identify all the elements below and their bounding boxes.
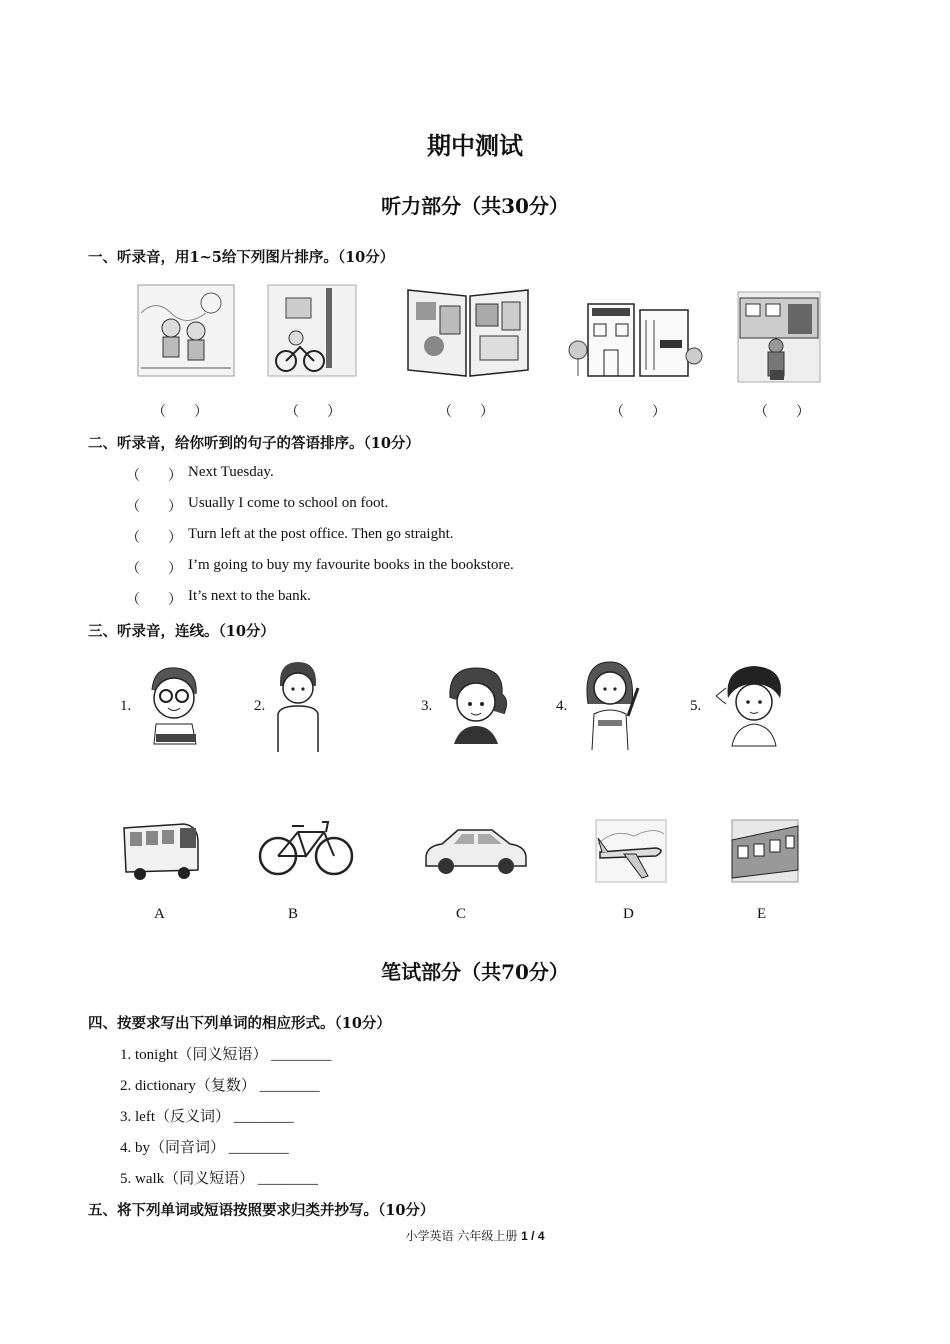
sentence-blank-4[interactable]: （ ）	[126, 561, 182, 577]
bookstore-cinema-picture	[566, 300, 706, 380]
boy-picture	[270, 660, 326, 756]
boy-with-glasses-picture	[138, 660, 208, 748]
car-picture	[422, 822, 530, 878]
cycling-picture	[266, 283, 358, 378]
vehicle-label-b: B	[288, 906, 299, 922]
vehicle-label-c: C	[456, 906, 467, 922]
word-item-4: 4. by（同音词） ________	[120, 1140, 289, 1156]
word-item-1: 1. tonight（同义短语） ________	[120, 1047, 332, 1063]
train-picture	[730, 818, 800, 884]
girl-waving-picture	[578, 658, 644, 754]
sentence-blank-1[interactable]: （ ）	[126, 468, 182, 484]
answer-blank-5[interactable]: （ ）	[754, 404, 810, 420]
section-1-heading: 一、听录音，用1~5给下列图片排序。（10分）	[88, 249, 395, 266]
sentence-4: I’m going to buy my favourite books in the bookstore.	[188, 557, 514, 573]
section-4-heading: 四、按要求写出下列单词的相应形式。（10分）	[88, 1015, 391, 1032]
kids-walking-picture	[136, 283, 236, 378]
sentence-2: Usually I come to school on foot.	[188, 495, 389, 511]
section-5-heading: 五、将下列单词或短语按照要求归类并抄写。（10分）	[88, 1202, 435, 1219]
word-item-2: 2. dictionary（复数） ________	[120, 1078, 320, 1094]
page-footer	[0, 1227, 950, 1244]
boy-curly-hair-picture	[712, 662, 796, 748]
bicycle-picture	[258, 818, 354, 878]
writing-header: 笔试部分（共70分）	[381, 960, 569, 984]
section-3-heading: 三、听录音，连线。（10分）	[88, 623, 275, 640]
answer-blank-4[interactable]: （ ）	[610, 404, 666, 420]
vehicle-label-d: D	[623, 906, 634, 922]
sentence-3: Turn left at the post office. Then go straight.	[188, 526, 454, 542]
vehicle-label-e: E	[757, 906, 767, 922]
person-label-2: 2.	[254, 698, 266, 714]
page-title: 期中测试	[427, 131, 523, 160]
bus-picture	[120, 818, 202, 882]
sentence-5: It’s next to the bank.	[188, 588, 311, 604]
answer-blank-3[interactable]: （ ）	[438, 404, 494, 420]
plane-picture	[594, 818, 668, 884]
word-item-5: 5. walk（同义短语） ________	[120, 1171, 318, 1187]
sentence-blank-3[interactable]: （ ）	[126, 530, 182, 546]
girl-with-ponytail-picture	[440, 664, 512, 746]
person-label-3: 3.	[421, 698, 433, 714]
sentence-blank-5[interactable]: （ ）	[126, 592, 182, 608]
answer-blank-1[interactable]: （ ）	[152, 404, 208, 420]
word-item-3: 3. left（反义词） ________	[120, 1109, 294, 1125]
section-2-heading: 二、听录音，给你听到的句子的答语排序。（10分）	[88, 435, 420, 452]
footer-text: 小学英语 六年级上册	[405, 1229, 522, 1243]
person-label-1: 1.	[120, 698, 132, 714]
open-book-picture	[404, 280, 532, 382]
train-station-picture	[736, 290, 822, 384]
answer-blank-2[interactable]: （ ）	[285, 404, 341, 420]
listening-header: 听力部分（共30分）	[381, 194, 569, 218]
person-label-5: 5.	[690, 698, 702, 714]
person-label-4: 4.	[556, 698, 568, 714]
vehicle-label-a: A	[154, 906, 165, 922]
sentence-blank-2[interactable]: （ ）	[126, 499, 182, 515]
page-number: 1 / 4	[521, 1229, 545, 1243]
sentence-1: Next Tuesday.	[188, 464, 274, 480]
